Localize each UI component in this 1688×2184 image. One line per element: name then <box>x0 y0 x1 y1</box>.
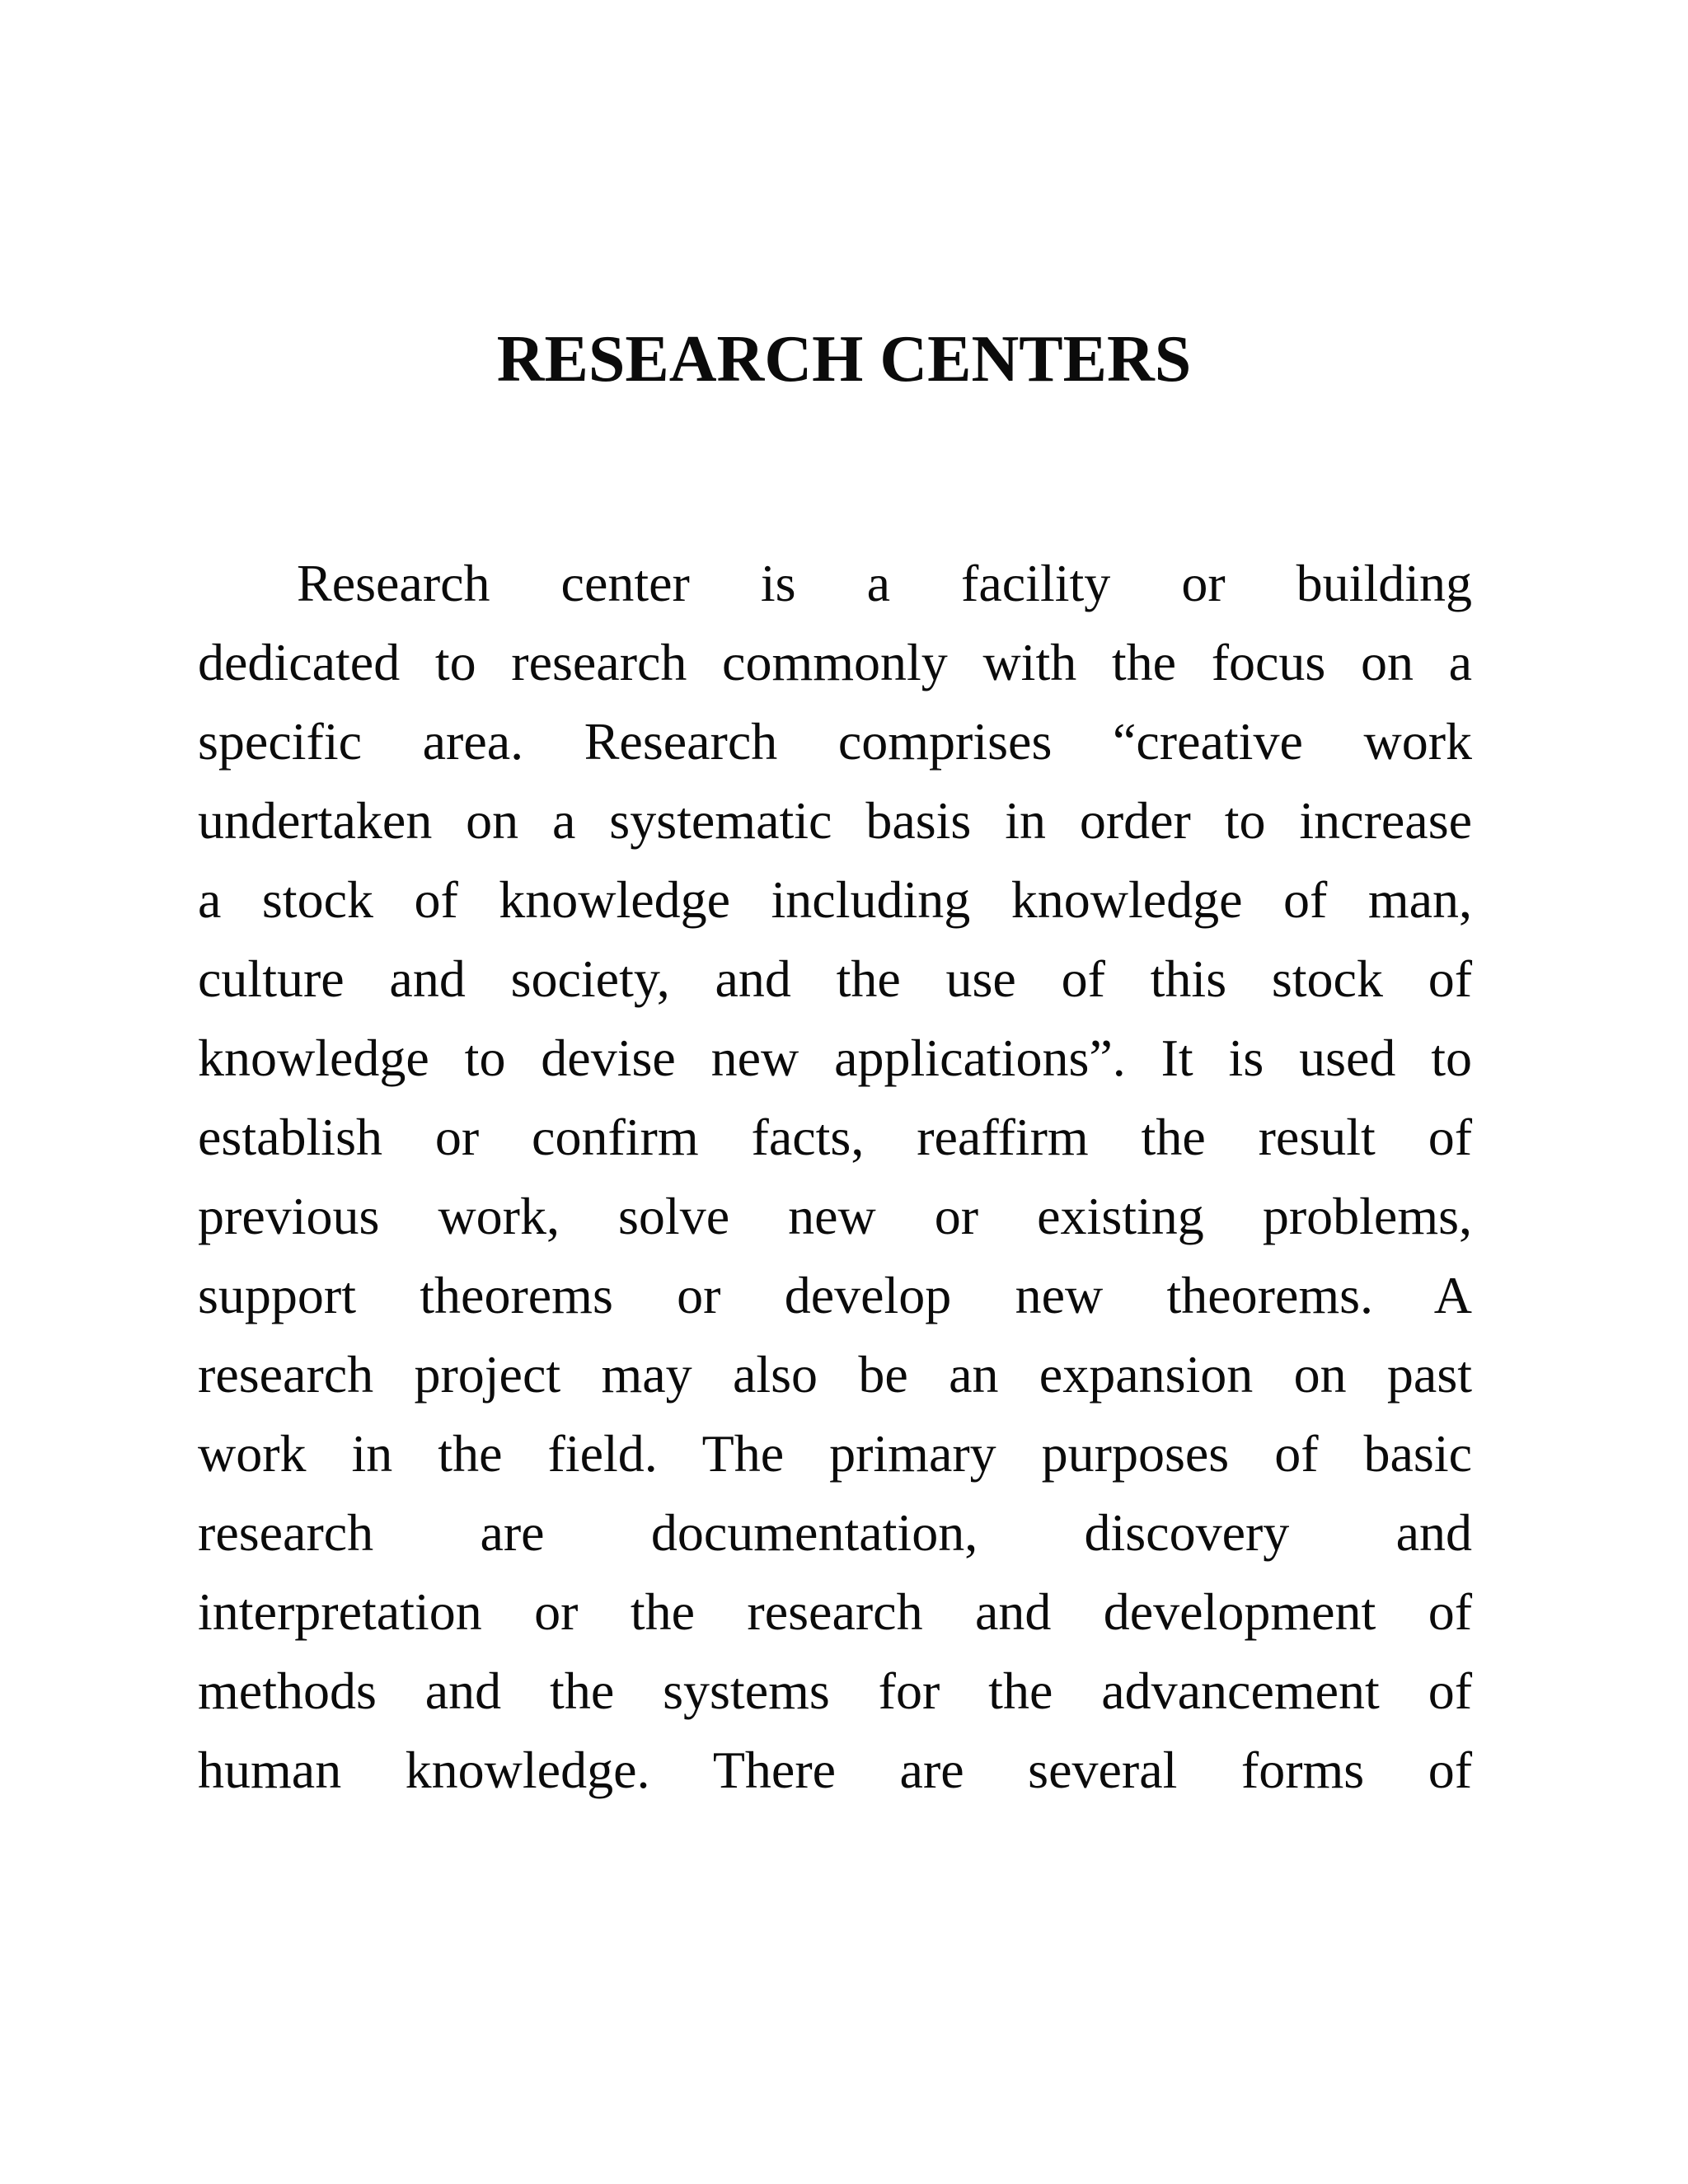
paragraph-line: human knowledge. There are several forms of <box>198 1741 1472 1799</box>
paragraph-line: undertaken on a systematic basis in order to increase <box>198 791 1472 850</box>
paragraph-line: work in the field. The primary purposes of basic <box>198 1424 1472 1483</box>
paragraph-line: previous work, solve new or existing problems, <box>198 1187 1472 1245</box>
paragraph-line: knowledge to devise new applications”. It is used to <box>198 1029 1472 1087</box>
paragraph-line: a stock of knowledge including knowledge of man, <box>198 870 1472 929</box>
paragraph-line: specific area. Research comprises “creative work <box>198 712 1472 771</box>
paragraph-line: dedicated to research commonly with the focus on a <box>198 633 1472 691</box>
page-title: RESEARCH CENTERS <box>496 323 1192 396</box>
paragraph-line: culture and society, and the use of this stock of <box>198 949 1472 1008</box>
paragraph-line: support theorems or develop new theorems. A <box>198 1266 1472 1324</box>
body-paragraph <box>198 544 1472 1810</box>
paragraph-line: Research center is a facility or building <box>297 554 1472 612</box>
paragraph-line: establish or confirm facts, reaffirm the result of <box>198 1108 1472 1166</box>
paragraph-line: research are documentation, discovery and <box>198 1503 1472 1562</box>
paragraph-line: research project may also be an expansion on past <box>198 1345 1472 1404</box>
paragraph-line: interpretation or the research and development of <box>198 1582 1472 1641</box>
paragraph-line: methods and the systems for the advancement of <box>198 1661 1472 1720</box>
